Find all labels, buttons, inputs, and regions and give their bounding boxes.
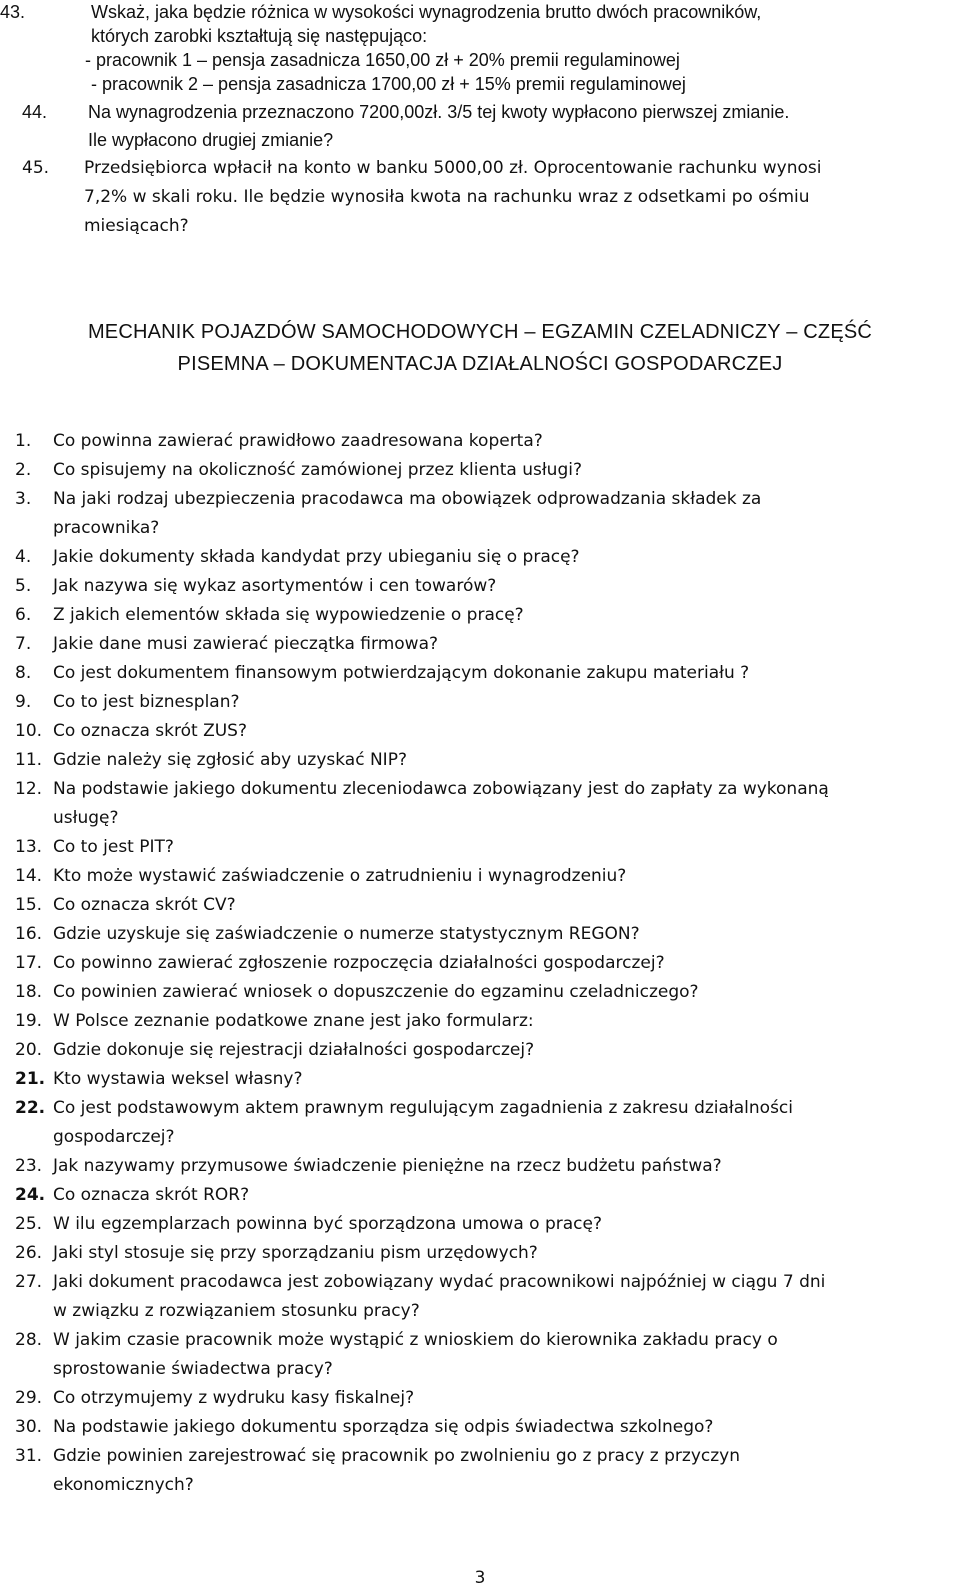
question-text-line: sprostowanie świadectwa pracy?: [53, 1359, 333, 1379]
question-number: 22.: [15, 1098, 46, 1118]
question-text-line: gospodarczej?: [53, 1127, 175, 1147]
question-number: 13.: [15, 837, 43, 857]
task-text-line: Ile wypłacono drugiej zmianie?: [88, 130, 334, 150]
question-number: 6.: [15, 605, 32, 625]
question-number: 14.: [15, 866, 43, 886]
question-item: [0, 572, 958, 601]
question-number: 5.: [15, 576, 32, 596]
task-text-line: których zarobki kształtują się następująco:: [91, 26, 428, 46]
question-item: [0, 1413, 958, 1442]
question-text-line: w związku z rozwiązaniem stosunku pracy?: [53, 1301, 420, 1321]
question-item: [0, 920, 958, 949]
question-number: 24.: [15, 1185, 46, 1205]
task-number: 45.: [22, 158, 50, 178]
question-text-line: Co powinien zawierać wniosek o dopuszczenie do egzaminu czeladniczego?: [53, 982, 699, 1002]
question-number: 7.: [15, 634, 32, 654]
section-heading-line: PISEMNA – DOKUMENTACJA DZIAŁALNOŚCI GOSPODARCZEJ: [177, 353, 783, 375]
question-item: [0, 1036, 958, 1065]
task-43-subline: - pracownik 1 – pensja zasadnicza 1650,00 zł + 20% premii regulaminowej: [85, 50, 680, 70]
question-item: [0, 1007, 958, 1036]
question-text-line: Co jest podstawowym aktem prawnym regulującym zagadnienia z zakresu działalności: [53, 1098, 794, 1118]
question-number: 9.: [15, 692, 32, 712]
question-item: [0, 1181, 958, 1210]
question-item: [0, 949, 958, 978]
question-item: [0, 891, 958, 920]
question-number: 23.: [15, 1156, 43, 1176]
section-heading: [0, 316, 960, 380]
question-number: 30.: [15, 1417, 43, 1437]
question-number: 15.: [15, 895, 43, 915]
task-45: [0, 154, 960, 241]
question-text-line: Jaki dokument pracodawca jest zobowiązany wydać pracownikowi najpóźniej w ciągu 7 dni: [53, 1272, 826, 1292]
question-number: 31.: [15, 1446, 43, 1466]
question-item: [0, 1152, 958, 1181]
question-item: [0, 775, 958, 833]
question-text-line: ekonomicznych?: [53, 1475, 194, 1495]
question-number: 3.: [15, 489, 32, 509]
task-text-line: Przedsiębiorca wpłacił na konto w banku 5000,00 zł. Oprocentowanie rachunku wynosi: [84, 158, 822, 178]
question-number: 16.: [15, 924, 43, 944]
page-number: 3: [474, 1568, 486, 1588]
question-list: [0, 427, 960, 1500]
question-item: [0, 978, 958, 1007]
question-number: 10.: [15, 721, 43, 741]
question-number: 19.: [15, 1011, 43, 1031]
question-item: [0, 1065, 958, 1094]
question-item: [0, 833, 958, 862]
task-text-line: miesiącach?: [84, 216, 189, 236]
question-text-line: usługę?: [53, 808, 119, 828]
task-number: 43.: [0, 2, 26, 22]
question-text-line: W jakim czasie pracownik może wystąpić z wnioskiem do kierownika zakładu pracy o: [53, 1330, 778, 1350]
task-43: [0, 0, 960, 48]
task-text-line: Wskaż, jaka będzie różnica w wysokości wynagrodzenia brutto dwóch pracowników,: [91, 2, 762, 22]
question-text-line: Co spisujemy na okoliczność zamówionej przez klienta usługi?: [53, 460, 582, 480]
question-number: 11.: [15, 750, 43, 770]
question-item: [0, 427, 958, 456]
question-item: [0, 1094, 958, 1152]
question-number: 2.: [15, 460, 32, 480]
question-text-line: Co to jest PIT?: [53, 837, 174, 857]
question-number: 17.: [15, 953, 43, 973]
question-item: [0, 1239, 958, 1268]
question-item: [0, 862, 958, 891]
question-item: [0, 601, 958, 630]
question-item: [0, 717, 958, 746]
question-item: [0, 543, 958, 572]
question-number: 12.: [15, 779, 43, 799]
question-text-line: Kto może wystawić zaświadczenie o zatrudnieniu i wynagrodzeniu?: [53, 866, 627, 886]
section-heading-line: MECHANIK POJAZDÓW SAMOCHODOWYCH – EGZAMIN CZELADNICZY – CZĘŚĆ: [87, 321, 873, 343]
question-text-line: Co to jest biznesplan?: [53, 692, 240, 712]
question-item: [0, 630, 958, 659]
question-text-line: Z jakich elementów składa się wypowiedzenie o pracę?: [53, 605, 524, 625]
question-item: [0, 1326, 958, 1384]
question-item: [0, 1210, 958, 1239]
question-number: 1.: [15, 431, 32, 451]
question-text-line: Co powinna zawierać prawidłowo zaadresowana koperta?: [53, 431, 543, 451]
question-item: [0, 1384, 958, 1413]
question-text-line: Jak nazywamy przymusowe świadczenie pieniężne na rzecz budżetu państwa?: [53, 1156, 722, 1176]
question-number: 20.: [15, 1040, 43, 1060]
question-text-line: Gdzie dokonuje się rejestracji działalności gospodarczej?: [53, 1040, 535, 1060]
question-text-line: pracownika?: [53, 518, 160, 538]
question-text-line: Gdzie uzyskuje się zaświadczenie o numerze statystycznym REGON?: [53, 924, 640, 944]
question-text-line: Gdzie powinien zarejestrować się pracownik po zwolnieniu go z pracy z przyczyn: [53, 1446, 740, 1466]
question-text-line: Na jaki rodzaj ubezpieczenia pracodawca ma obowiązek odprowadzania składek za: [53, 489, 762, 509]
question-text-line: Na podstawie jakiego dokumentu sporządza się odpis świadectwa szkolnego?: [53, 1417, 714, 1437]
question-text-line: W ilu egzemplarzach powinna być sporządzona umowa o pracę?: [53, 1214, 602, 1234]
question-text-line: Na podstawie jakiego dokumentu zleceniodawca zobowiązany jest do zapłaty za wykonaną: [53, 779, 829, 799]
question-text-line: Co oznacza skrót CV?: [53, 895, 236, 915]
question-number: 21.: [15, 1069, 46, 1089]
question-text-line: Co otrzymujemy z wydruku kasy fiskalnej?: [53, 1388, 415, 1408]
question-number: 27.: [15, 1272, 43, 1292]
question-item: [0, 1268, 958, 1326]
question-number: 26.: [15, 1243, 43, 1263]
question-item: [0, 688, 958, 717]
question-item: [0, 659, 958, 688]
task-text-line: 7,2% w skali roku. Ile będzie wynosiła kwota na rachunku wraz z odsetkami po ośmiu: [84, 187, 810, 207]
question-text-line: Co oznacza skrót ZUS?: [53, 721, 247, 741]
task-text-line: Na wynagrodzenia przeznaczono 7200,00zł. 3/5 tej kwoty wypłacono pierwszej zmianie.: [88, 102, 790, 122]
question-text-line: W Polsce zeznanie podatkowe znane jest jako formularz:: [53, 1011, 534, 1031]
question-text-line: Jaki styl stosuje się przy sporządzaniu pism urzędowych?: [53, 1243, 538, 1263]
question-text-line: Gdzie należy się zgłosić aby uzyskać NIP?: [53, 750, 407, 770]
task-43-subline: - pracownik 2 – pensja zasadnicza 1700,00 zł + 15% premii regulaminowej: [91, 74, 686, 94]
task-number: 44.: [22, 102, 48, 122]
question-number: 8.: [15, 663, 32, 683]
question-item: [0, 1442, 958, 1500]
question-text-line: Jakie dane musi zawierać pieczątka firmowa?: [53, 634, 439, 654]
question-number: 4.: [15, 547, 32, 567]
question-item: [0, 746, 958, 775]
question-item: [0, 456, 958, 485]
carryover-tasks: [0, 0, 960, 241]
question-number: 28.: [15, 1330, 43, 1350]
question-text-line: Co powinno zawierać zgłoszenie rozpoczęcia działalności gospodarczej?: [53, 953, 665, 973]
question-text-line: Jakie dokumenty składa kandydat przy ubieganiu się o pracę?: [53, 547, 580, 567]
question-number: 29.: [15, 1388, 43, 1408]
question-text-line: Kto wystawia weksel własny?: [53, 1069, 303, 1089]
task-44: [0, 98, 960, 154]
question-number: 18.: [15, 982, 43, 1002]
question-text-line: Jak nazywa się wykaz asortymentów i cen towarów?: [53, 576, 497, 596]
question-text-line: Co oznacza skrót ROR?: [53, 1185, 250, 1205]
question-item: [0, 485, 958, 543]
question-number: 25.: [15, 1214, 43, 1234]
question-text-line: Co jest dokumentem finansowym potwierdzającym dokonanie zakupu materiału ?: [53, 663, 750, 683]
